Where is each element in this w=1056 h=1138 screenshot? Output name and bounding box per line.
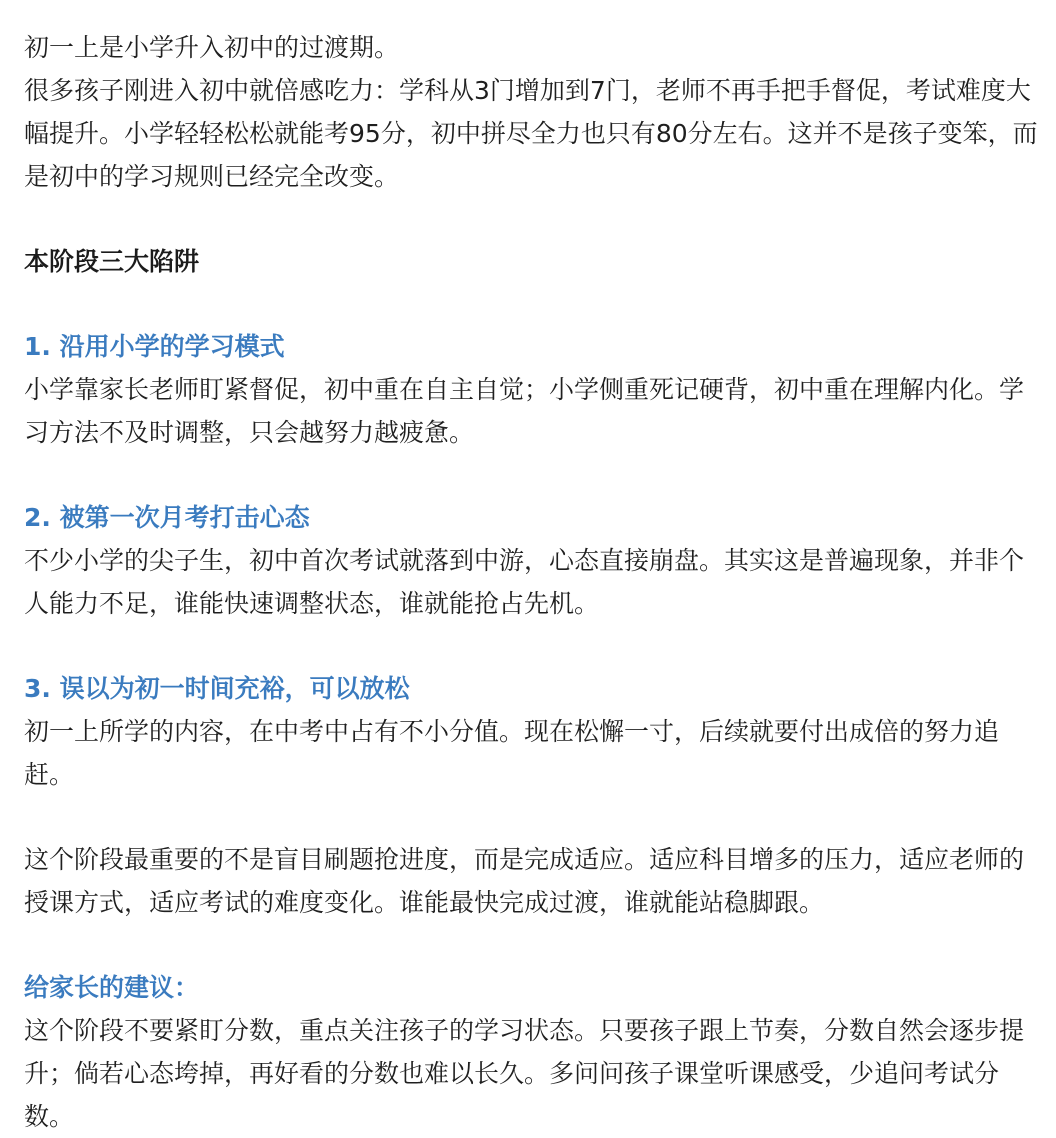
trap-1-body: 小学靠家长老师盯紧督促，初中重在自主自觉；小学侧重死记硬背，初中重在理解内化。学习方法不及时调整，只会越努力越疲惫。 [24, 375, 1025, 447]
intro-line: 初一上是小学升入初中的过渡期。 [24, 33, 400, 62]
trap-2-title: 2. 被第一次月考打击心态 [24, 503, 310, 532]
spacer [24, 283, 1040, 325]
trap-1-title: 1. 沿用小学的学习模式 [24, 332, 285, 361]
advice-body: 这个阶段不要紧盯分数，重点关注孩子的学习状态。只要孩子跟上节奏，分数自然会逐步提升；倘若心态垮掉，再好看的分数也难以长久。多问问孩子课堂听课感受，少追问考试分数。 [24, 1016, 1025, 1131]
intro-paragraph: 很多孩子刚进入初中就倍感吃力：学科从3门增加到7门，老师不再手把手督促，考试难度大幅提升。小学轻轻松松就能考95分，初中拼尽全力也只有80分左右。这并不是孩子变笨，而是初中的学习规则已经完全改变。 [24, 76, 1038, 191]
summary-paragraph: 这个阶段最重要的不是盲目刷题抢进度，而是完成适应。适应科目增多的压力，适应老师的授课方式，适应考试的难度变化。谁能最快完成过渡，谁就能站稳脚跟。 [24, 845, 1025, 917]
trap-3-body: 初一上所学的内容，在中考中占有不小分值。现在松懈一寸，后续就要付出成倍的努力追赶。 [24, 717, 1000, 789]
spacer [24, 454, 1040, 496]
trap-2-body: 不少小学的尖子生，初中首次考试就落到中游，心态直接崩盘。其实这是普遍现象，并非个人能力不足，谁能快速调整状态，谁就能抢占先机。 [24, 546, 1025, 618]
spacer [24, 625, 1040, 667]
spacer [24, 924, 1040, 966]
spacer [24, 198, 1040, 240]
trap-3-title: 3. 误以为初一时间充裕，可以放松 [24, 674, 410, 703]
spacer [24, 796, 1040, 838]
advice-title: 给家长的建议： [24, 973, 200, 1002]
article-body [24, 26, 1040, 1138]
traps-heading: 本阶段三大陷阱 [24, 247, 200, 276]
